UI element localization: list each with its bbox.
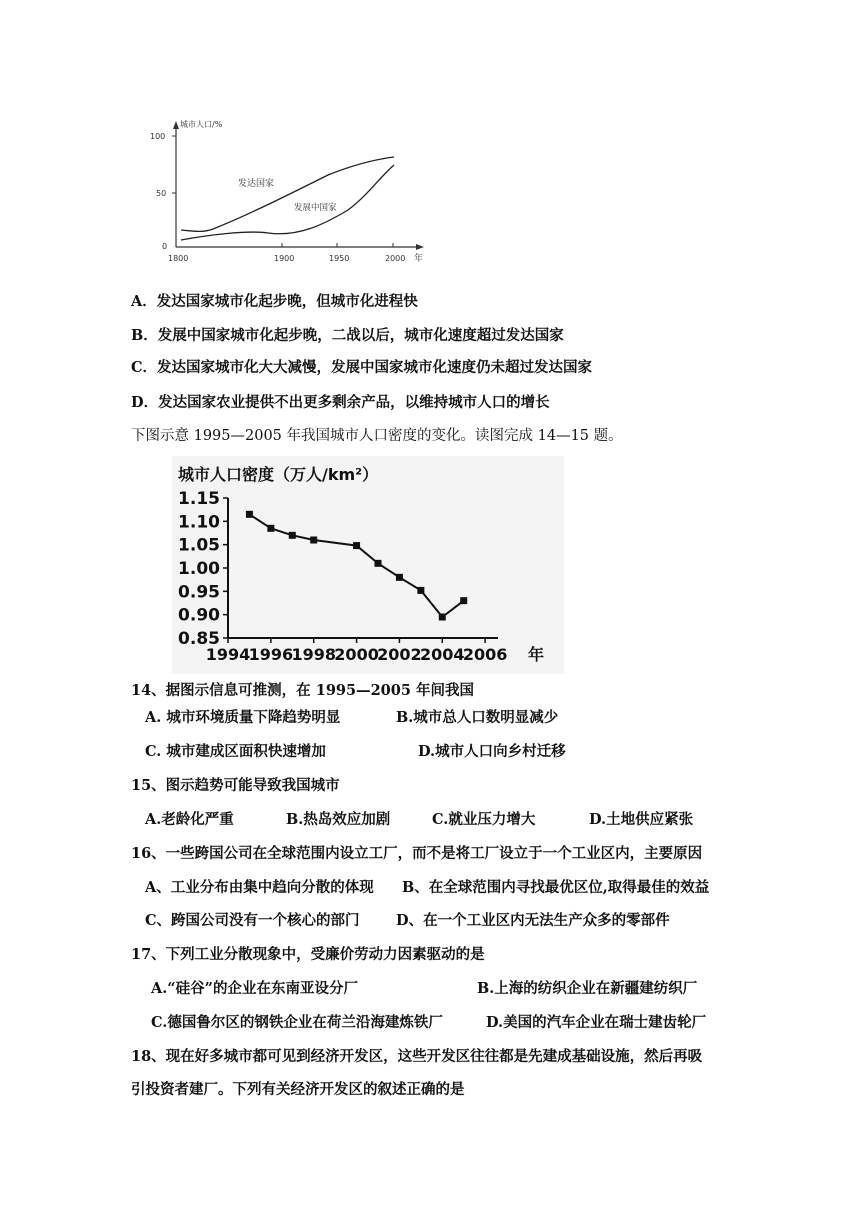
- q17-option-a: A.“硅谷”的企业在东南亚设分厂: [151, 980, 358, 997]
- q14-option-b: B.城市总人口数明显减少: [396, 709, 559, 726]
- y-tick-label: 0: [162, 242, 168, 251]
- x-tick-label: 1994: [205, 645, 251, 664]
- developed-curve: [181, 157, 394, 231]
- y-tick-label: 100: [150, 132, 166, 141]
- x-tick-label: 1800: [168, 254, 189, 263]
- x-tick-label: 1950: [329, 254, 350, 263]
- density-line: [249, 514, 463, 617]
- density-chart: [172, 456, 564, 674]
- q13-option-a: A．发达国家城市化起步晚，但城市化进程快: [131, 293, 418, 310]
- y-tick-label: 1.00: [178, 559, 220, 579]
- q15-option-c: C.就业压力增大: [432, 811, 536, 828]
- q14-option-c: C. 城市建成区面积快速增加: [145, 743, 326, 760]
- y-tick-label: 1.05: [178, 535, 220, 556]
- x-axis-unit: 年: [414, 254, 424, 264]
- urbanization-chart: [148, 115, 438, 270]
- chart-title: 城市人口密度（万人/km²）: [178, 465, 379, 484]
- q16-stem: 16、一些跨国公司在全球范围内设立工厂，而不是将工厂设立于一个工业区内，主要原因: [131, 845, 703, 862]
- q14-option-a: A. 城市环境质量下降趋势明显: [145, 709, 341, 726]
- q13-option-c: C．发达国家城市化大大减慢，发展中国家城市化速度仍未超过发达国家: [131, 359, 593, 376]
- q18-stem-line1: 18、现在好多城市都可见到经济开发区，这些开发区往往都是先建成基础设施，然后再吸: [131, 1048, 703, 1065]
- y-tick-label: 0.85: [178, 629, 220, 649]
- q15-option-a: A.老龄化严重: [145, 811, 234, 828]
- data-point: [439, 614, 446, 621]
- q13-option-b: B．发展中国家城市化起步晚，二战以后，城市化速度超过发达国家: [131, 327, 564, 344]
- x-tick-label: 1996: [248, 645, 294, 664]
- chart-intro: 下图示意 1995—2005 年我国城市人口密度的变化。读图完成 14—15 题。: [131, 428, 623, 444]
- q15-stem: 15、图示趋势可能导致我国城市: [131, 777, 340, 794]
- data-point: [310, 537, 317, 544]
- y-axis-arrow: [173, 121, 179, 129]
- data-point: [246, 511, 253, 518]
- q14-option-d: D.城市人口向乡村迁移: [418, 743, 566, 760]
- q13-option-d: D．发达国家农业提供不出更多剩余产品，以维持城市人口的增长: [131, 394, 550, 411]
- data-point: [375, 560, 382, 567]
- data-point: [417, 587, 424, 594]
- y-tick-label: 0.95: [178, 582, 220, 603]
- x-tick-label: 2000: [334, 645, 379, 664]
- developing-label: 发展中国家: [294, 203, 337, 213]
- x-axis-unit: 年: [528, 645, 545, 664]
- y-tick-label: 1.15: [178, 489, 220, 509]
- q16-option-c: C、跨国公司没有一个核心的部门: [145, 912, 360, 929]
- q17-option-c: C.德国鲁尔区的钢铁企业在荷兰沿海建炼铁厂: [151, 1014, 443, 1031]
- q16-option-a: A、工业分布由集中趋向分散的体现: [145, 879, 374, 896]
- y-tick-label: 50: [156, 189, 167, 198]
- q15-option-d: D.土地供应紧张: [589, 811, 694, 828]
- data-point: [289, 532, 296, 539]
- q16-option-d: D、在一个工业区内无法生产众多的零部件: [396, 912, 670, 929]
- x-tick-label: 2006: [462, 645, 508, 664]
- data-point: [267, 525, 274, 532]
- x-axis-arrow: [416, 244, 424, 250]
- q15-option-b: B.热岛效应加剧: [286, 811, 391, 828]
- q17-option-d: D.美国的汽车企业在瑞士建齿轮厂: [486, 1014, 707, 1031]
- x-tick-label: 1900: [274, 254, 295, 263]
- x-tick-label: 2002: [377, 645, 422, 664]
- y-tick-label: 1.10: [178, 512, 220, 533]
- y-tick-label: 0.90: [178, 605, 220, 626]
- q18-stem-line2: 引投资者建厂。下列有关经济开发区的叙述正确的是: [131, 1081, 465, 1098]
- data-point: [460, 597, 467, 604]
- data-point: [396, 574, 403, 581]
- x-tick-label: 1998: [291, 645, 336, 664]
- x-tick-label: 2004: [420, 645, 465, 664]
- x-tick-label: 2000: [385, 254, 406, 263]
- q16-option-b: B、在全球范围内寻找最优区位,取得最佳的效益: [402, 879, 710, 896]
- q17-option-b: B.上海的纺织企业在新疆建纺织厂: [477, 980, 698, 997]
- y-axis-label: 城市人口/%: [180, 120, 223, 129]
- developed-label: 发达国家: [238, 179, 275, 189]
- data-point: [353, 542, 360, 549]
- q14-stem: 14、据图示信息可推测，在 1995—2005 年间我国: [131, 682, 474, 699]
- q17-stem: 17、下列工业分散现象中，受廉价劳动力因素驱动的是: [131, 946, 485, 963]
